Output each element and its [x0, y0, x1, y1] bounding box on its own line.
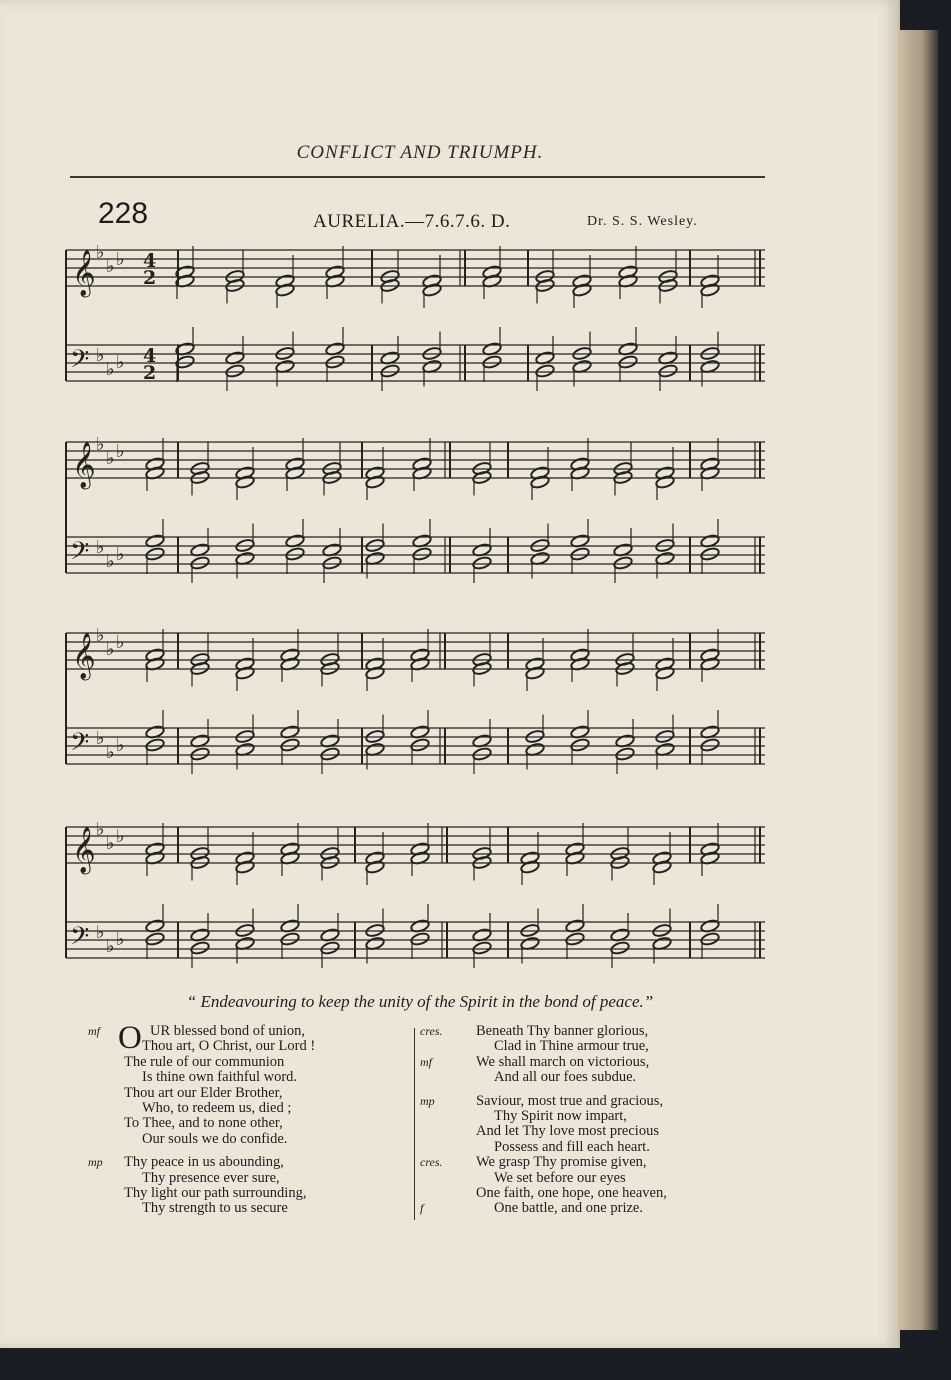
verse-text: We shall march on victorious, — [476, 1053, 650, 1070]
note-head — [280, 738, 300, 753]
flat-sign: ♭ — [106, 936, 115, 957]
drop-cap: O — [118, 1020, 142, 1056]
dynamic-mark: cres. — [420, 1024, 443, 1038]
note-head — [412, 547, 432, 562]
verse-text: Thy peace in us abounding, — [124, 1154, 284, 1171]
note-head — [565, 932, 585, 947]
verse-text: One faith, one hope, one heaven, — [476, 1184, 667, 1201]
verse-line — [96, 1201, 406, 1216]
flat-sign: ♭ — [106, 639, 115, 660]
treble-clef: 𝄞 — [72, 827, 96, 873]
verses-right-column — [420, 1023, 750, 1217]
verse-line — [96, 1055, 406, 1070]
flat-sign: ♭ — [106, 551, 115, 572]
note-head — [190, 556, 210, 571]
note-head — [618, 355, 638, 370]
note-head — [325, 355, 345, 370]
verse-line — [96, 1039, 406, 1054]
note-head — [320, 747, 340, 762]
flat-sign: ♭ — [116, 735, 125, 756]
flat-sign: ♭ — [96, 242, 105, 263]
note-head — [658, 364, 678, 379]
verse-line — [88, 1154, 406, 1171]
note-head — [380, 364, 400, 379]
verse-text: Clad in Thine armour true, — [494, 1038, 649, 1055]
verse-line — [420, 1200, 750, 1217]
note-head — [700, 738, 720, 753]
verse-text: One battle, and one prize. — [494, 1200, 643, 1217]
note-head — [570, 547, 590, 562]
dynamic-mark: mf — [420, 1054, 432, 1069]
note-head — [472, 556, 492, 571]
bass-clef: 𝄢 — [70, 345, 90, 380]
note-head — [280, 932, 300, 947]
flat-sign: ♭ — [96, 345, 105, 366]
note-head — [610, 941, 630, 956]
running-head: CONFLICT AND TRIUMPH. — [296, 142, 544, 163]
verse-line — [96, 1101, 406, 1116]
composer: Dr. S. S. Wesley. — [587, 214, 698, 229]
dynamic-mark: f — [420, 1201, 424, 1216]
flat-sign: ♭ — [106, 833, 115, 854]
column-divider — [414, 1028, 415, 1220]
dynamic-mark: cres. — [420, 1155, 443, 1170]
verse-text: Thy strength to us secure — [142, 1200, 288, 1217]
verse-line — [430, 1124, 750, 1139]
flat-sign: ♭ — [116, 632, 125, 653]
verse-text: UR blessed bond of union, — [150, 1023, 306, 1039]
verse-text: Saviour, most true and gracious, — [476, 1092, 664, 1109]
verse-text: Thou art our Elder Brother, — [124, 1084, 283, 1101]
verse-text: Possess and fill each heart. — [494, 1138, 650, 1155]
note-head — [410, 932, 430, 947]
time-signature: 2 — [143, 267, 157, 289]
verse-text: We grasp Thy promise given, — [476, 1154, 647, 1171]
flat-sign: ♭ — [96, 537, 105, 558]
note-head — [700, 932, 720, 947]
note-head — [472, 941, 492, 956]
note-head — [145, 932, 165, 947]
flat-sign: ♭ — [106, 359, 115, 380]
verse-line — [430, 1171, 750, 1186]
verse-text: Thy Spirit now impart, — [494, 1107, 627, 1124]
verse-line — [430, 1109, 750, 1124]
verse-text: Is thine own faithful word. — [142, 1069, 298, 1086]
verse-text: Who, to redeem us, died ; — [142, 1099, 292, 1116]
flat-sign: ♭ — [106, 256, 115, 277]
verse-line — [420, 1023, 750, 1039]
note-head — [320, 941, 340, 956]
verse-text: Thy presence ever sure, — [142, 1169, 280, 1186]
verse-line — [430, 1186, 750, 1201]
time-signature: 4 — [143, 250, 157, 272]
verse-text: Beneath Thy banner glorious, — [476, 1023, 649, 1039]
note-head — [570, 738, 590, 753]
dynamic-mark: mp — [420, 1093, 435, 1108]
flat-sign: ♭ — [106, 742, 115, 763]
hymn-number: 228 — [98, 197, 149, 230]
dynamic-mark: mf — [88, 1024, 100, 1038]
flat-sign: ♭ — [96, 434, 105, 455]
note-head — [615, 747, 635, 762]
verse-line — [96, 1086, 406, 1101]
flat-sign: ♭ — [96, 728, 105, 749]
flat-sign: ♭ — [116, 929, 125, 950]
flat-sign: ♭ — [106, 448, 115, 469]
note-head — [472, 747, 492, 762]
flat-sign: ♭ — [116, 249, 125, 270]
verses-left-column — [88, 1020, 406, 1217]
verse-text: We set before our eyes — [494, 1169, 626, 1186]
verse-text: Thou art, O Christ, our Lord ! — [142, 1038, 316, 1055]
verse-line — [96, 1132, 406, 1147]
flat-sign: ♭ — [116, 352, 125, 373]
note-head — [322, 556, 342, 571]
flat-sign: ♭ — [96, 819, 105, 840]
note-head — [190, 747, 210, 762]
note-head — [225, 364, 245, 379]
verse-text: To Thee, and to none other, — [124, 1115, 283, 1132]
treble-clef: 𝄞 — [72, 250, 96, 296]
bass-clef: 𝄢 — [70, 922, 90, 957]
note-head — [535, 364, 555, 379]
verse-line — [420, 1053, 750, 1070]
flat-sign: ♭ — [116, 826, 125, 847]
verse-text: And all our foes subdue. — [494, 1069, 637, 1086]
verse-line — [96, 1186, 406, 1201]
note-head — [285, 547, 305, 562]
note-head — [145, 738, 165, 753]
flat-sign: ♭ — [96, 625, 105, 646]
note-head — [190, 941, 210, 956]
dynamic-mark: mp — [88, 1155, 103, 1170]
verse-line — [430, 1070, 750, 1085]
flat-sign: ♭ — [116, 544, 125, 565]
verse-line — [430, 1140, 750, 1155]
verse-line — [420, 1092, 750, 1109]
note-head — [410, 738, 430, 753]
verse-line — [430, 1039, 750, 1054]
epigraph: “ Endeavouring to keep the unity of the Spirit in the bond of peace.” — [186, 992, 654, 1011]
verse-line — [420, 1154, 750, 1171]
note-head — [700, 547, 720, 562]
verse-text: Thy light our path surrounding, — [124, 1184, 307, 1201]
treble-clef: 𝄞 — [72, 633, 96, 679]
flat-sign: ♭ — [96, 922, 105, 943]
verse-line — [96, 1171, 406, 1186]
bass-clef: 𝄢 — [70, 728, 90, 763]
time-signature: 4 — [143, 345, 157, 367]
time-signature: 2 — [143, 362, 157, 384]
verse-text: And let Thy love most precious — [476, 1123, 659, 1140]
bass-clef: 𝄢 — [70, 537, 90, 572]
note-head — [482, 355, 502, 370]
flat-sign: ♭ — [116, 441, 125, 462]
note-head — [613, 556, 633, 571]
verse-line — [96, 1070, 406, 1085]
tune-name: AURELIA.—7.6.7.6. D. — [313, 211, 511, 232]
note-head — [145, 547, 165, 562]
verse-text: The rule of our communion — [124, 1053, 285, 1070]
treble-clef: 𝄞 — [72, 442, 96, 488]
verse-text: Our souls we do confide. — [142, 1130, 288, 1147]
verse-line — [96, 1116, 406, 1131]
